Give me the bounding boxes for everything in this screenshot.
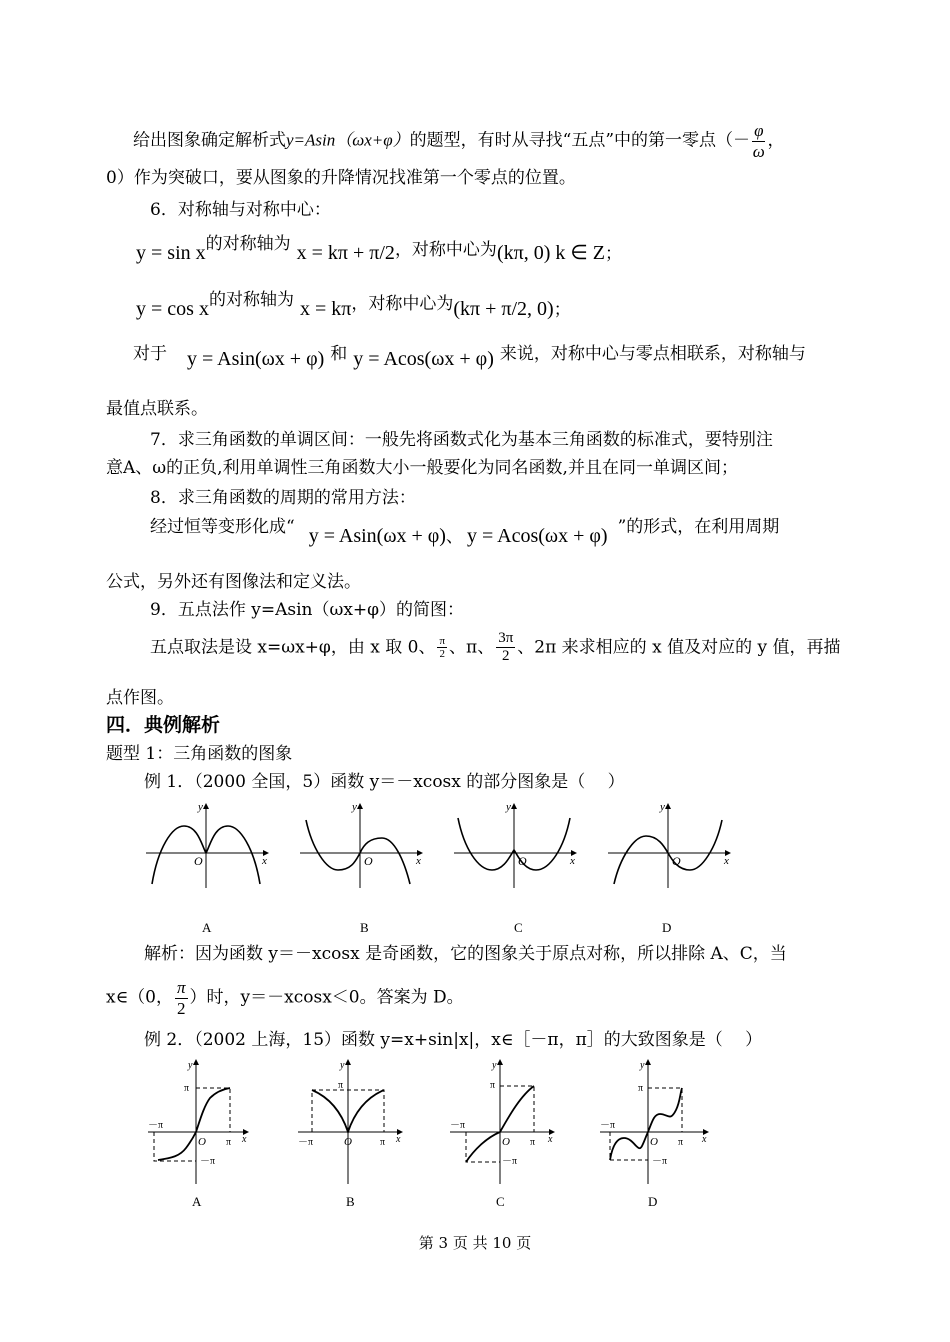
phi-over-omega-fraction: $\frac{\varphi}{\omega}$ xyxy=(752,121,765,161)
ex2-c-neg-pi-left: －π xyxy=(450,1120,466,1131)
ex1-a-x-label: x xyxy=(262,855,267,867)
ex1-pi-over-2-fraction: $\frac{\pi}{2}$ xyxy=(177,978,186,1018)
ex2-b-pi-right: π xyxy=(380,1137,386,1148)
ex2-d-x-label: x xyxy=(702,1134,707,1145)
ex2-c-pi-right: π xyxy=(530,1137,536,1148)
ex2-c-neg-pi-bottom: －π xyxy=(502,1156,518,1167)
ex2-b-origin: O xyxy=(344,1136,352,1148)
ex2-d-neg-pi-left: －π xyxy=(600,1120,616,1131)
ex2-a-origin: O xyxy=(198,1136,206,1148)
ex2-d-pi-right: π xyxy=(678,1137,684,1148)
ex1-graph-d xyxy=(608,804,730,888)
ex1-graph-c xyxy=(454,804,576,888)
three-pi-over-2-fraction: $\frac{3\pi}{2}$ xyxy=(498,630,514,665)
s7-line-1: 7．求三角函数的单调区间：一般先将函数式化为基本三角函数的标准式，要特别注 xyxy=(150,430,773,450)
s6-heading: 6．对称轴与对称中心： xyxy=(150,200,331,220)
ex2-label-d: D xyxy=(648,1194,658,1209)
ex2-a-pi-right: π xyxy=(226,1137,232,1148)
ex2-c-x-label: x xyxy=(548,1134,553,1145)
s7-line-2: 意A、ω的正负,利用单调性三角函数大小一般要化为同名函数,并且在同一单调区间； xyxy=(106,458,738,478)
page-footer: 第 3 页 共 10 页 xyxy=(418,1234,532,1252)
ex1-graph-a xyxy=(146,804,268,888)
s6-general-line: 对于 y = Asin(ωx + φ) 和 y = Acos(ωx + φ) 来说，对称中心与零点相联系，对称轴与 xyxy=(133,344,806,370)
ex2-d-origin: O xyxy=(650,1136,658,1148)
ex2-c-pi-top: π xyxy=(490,1080,496,1091)
ex1-label-a: A xyxy=(202,920,212,935)
ex2-label-b: B xyxy=(346,1194,355,1209)
type1-heading: 题型 1：三角函数的图象 xyxy=(106,744,293,764)
ex1-label-c: C xyxy=(514,920,523,935)
ex2-a-pi-top: π xyxy=(184,1083,190,1094)
ex1-b-origin: O xyxy=(364,854,373,868)
ex1-a-origin: O xyxy=(194,854,203,868)
s8-line-2: 公式，另外还有图像法和定义法。 xyxy=(106,572,361,592)
intro-line-1: 给出图象确定解析式y=Asin（ωx+φ）的题型，有时从寻找“五点”中的第一零点（－ $\frac{\varphi}{\omega}$ ， xyxy=(133,121,785,161)
ex1-graph-b xyxy=(300,804,422,888)
pi-over-2-fraction: $\frac{\pi}{2}$ xyxy=(439,634,446,661)
ex1-d-origin: O xyxy=(672,854,681,868)
ex1-solution-line-1: 解析：因为函数 y＝－xcosx 是奇函数，它的图象关于原点对称，所以排除 A、C，当 xyxy=(144,944,787,964)
ex2-label-c: C xyxy=(496,1194,505,1209)
s8-line-1: 经过恒等变形化成“ y = Asin(ωx + φ)、 y = Acos(ωx + φ) ”的形式，在利用周期 xyxy=(150,517,780,547)
ex2-c-origin: O xyxy=(502,1136,510,1148)
s9-line-2: 点作图。 xyxy=(106,688,174,708)
ex1-c-x-label: x xyxy=(570,855,575,867)
ex1-figures xyxy=(140,798,760,943)
s9-heading: 9．五点法作 y=Asin（ωx+φ）的简图： xyxy=(150,600,465,620)
ex1-a-y-label: y xyxy=(198,801,203,813)
ex2-a-y-label: y xyxy=(188,1060,193,1071)
ex2-figures xyxy=(140,1056,740,1216)
s6-tail-line: 最值点联系。 xyxy=(106,399,208,419)
ex1-d-x-label: x xyxy=(724,855,729,867)
ex2-b-neg-pi-left: －π xyxy=(298,1137,314,1148)
ex1-c-origin: O xyxy=(518,854,527,868)
ex2-d-neg-pi-bottom: －π xyxy=(652,1156,668,1167)
intro-line-2: 0）作为突破口，要从图象的升降情况找准第一个零点的位置。 xyxy=(106,168,576,188)
ex2-d-pi-top: π xyxy=(638,1083,644,1094)
ex2-question: 例 2．（2002 上海，15）函数 y=x+sin|x|，x∈［－π，π］的大致图象是（ ） xyxy=(144,1030,763,1050)
ex2-label-a: A xyxy=(192,1194,202,1209)
ex2-d-y-label: y xyxy=(640,1060,645,1071)
ex1-label-d: D xyxy=(662,920,672,935)
ex2-b-x-label: x xyxy=(396,1134,401,1145)
ex2-graph-b xyxy=(298,1060,402,1184)
ex1-b-y-label: y xyxy=(352,801,357,813)
s9-line-1: 五点取法是设 x=ωx+φ，由 x 取 0、 $\frac{\pi}{2}$ 、π、 $\frac{3\pi}{2}$ 、2π 来求相应的 x 值及对应的 y 值，再描 xyxy=(150,630,841,665)
ex2-a-neg-pi-bottom: －π xyxy=(200,1156,216,1167)
s6-sin-line: y = sin x的对称轴为 x = kπ + π/2，对称中心为(kπ, 0) k ∈ Z； xyxy=(136,234,622,264)
section-title: 四．典例解析 xyxy=(106,714,221,736)
ex2-b-y-label: y xyxy=(340,1060,345,1071)
ex2-c-y-label: y xyxy=(492,1060,497,1071)
ex1-d-y-label: y xyxy=(660,801,665,813)
ex1-solution-line-2: x∈（0， $\frac{\pi}{2}$ ）时，y＝－xcosx＜0。答案为 D。 xyxy=(106,978,464,1018)
ex1-question: 例 1．（2000 全国，5）函数 y＝－xcosx 的部分图象是（ ） xyxy=(144,772,625,792)
ex1-label-b: B xyxy=(360,920,369,935)
ex1-c-y-label: y xyxy=(506,801,511,813)
s8-heading: 8．求三角函数的周期的常用方法： xyxy=(150,488,416,508)
ex1-b-x-label: x xyxy=(416,855,421,867)
ex2-b-pi-top: π xyxy=(338,1080,344,1091)
s6-cos-line: y = cos x的对称轴为 x = kπ，对称中心为(kπ + π/2, 0)； xyxy=(136,290,571,320)
ex2-a-neg-pi-left: －π xyxy=(148,1120,164,1131)
ex2-a-x-label: x xyxy=(242,1134,247,1145)
